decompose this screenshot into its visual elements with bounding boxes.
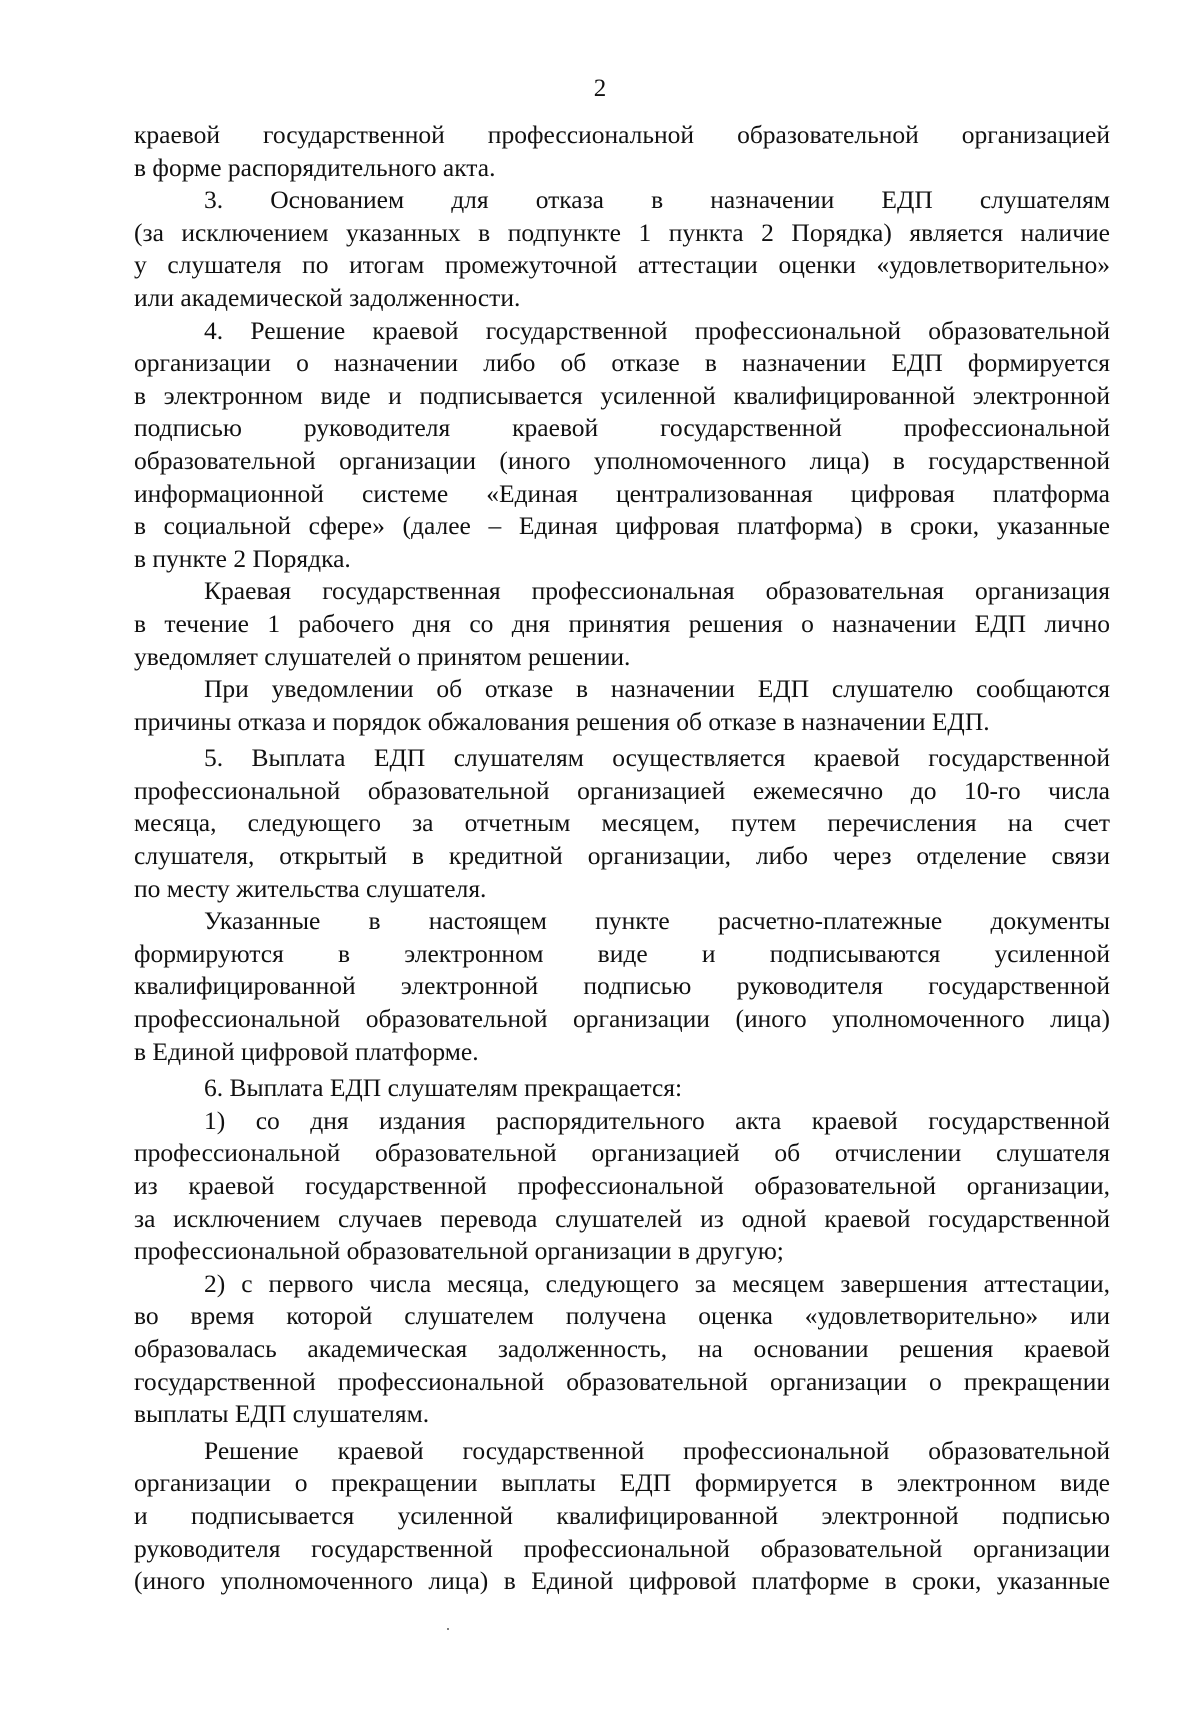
paragraph	[134, 1268, 1110, 1431]
text-line: квалифицированной электронной подписью руководителя государственной	[134, 971, 1110, 1001]
scan-speck	[447, 1628, 449, 1630]
paragraph	[134, 673, 1110, 738]
text-line: образовалась академическая задолженность, на основании решения краевой	[134, 1333, 1110, 1363]
text-line: или академической задолженности.	[134, 282, 521, 312]
paragraph	[134, 905, 1110, 1068]
text-line: уведомляет слушателей о принятом решении.	[134, 641, 631, 671]
text-line: во время которой слушателем получена оценка «удовлетворительно» или	[134, 1301, 1110, 1331]
text-line: образовательной организации (иного уполномоченного лица) в государственной	[134, 445, 1110, 475]
text-line: выплаты ЕДП слушателям.	[134, 1399, 430, 1429]
page-number: 2	[593, 75, 607, 102]
text-line: и подписывается усиленной квалифицированной электронной подписью	[134, 1500, 1110, 1530]
text-line: за исключением случаев перевода слушателей из одной краевой государственной	[134, 1203, 1110, 1233]
text-line: по месту жительства слушателя.	[134, 873, 487, 903]
paragraph	[134, 1072, 1110, 1105]
paragraph	[134, 742, 1110, 905]
text-line: (иного уполномоченного лица) в Единой цифровой платформе в сроки, указанные	[134, 1566, 1110, 1596]
text-line: формируются в электронном виде и подписываются усиленной	[134, 938, 1110, 968]
text-line: 2) с первого числа месяца, следующего за месяцем завершения аттестации,	[204, 1268, 1110, 1298]
text-line: Указанные в настоящем пункте расчетно-платежные документы	[204, 906, 1110, 936]
paragraph	[134, 315, 1110, 576]
text-line: в социальной сфере» (далее – Единая цифровая платформа) в сроки, указанные	[134, 511, 1110, 541]
text-line: профессиональной образовательной организации (иного уполномоченного лица)	[134, 1004, 1110, 1034]
text-line: в пункте 2 Порядка.	[134, 543, 351, 573]
text-line: причины отказа и порядок обжалования решения об отказе в назначении ЕДП.	[134, 706, 990, 736]
text-line: краевой государственной профессиональной образовательной организацией	[134, 120, 1110, 149]
paragraph	[134, 1105, 1110, 1268]
text-line: в форме распорядительного акта.	[134, 152, 496, 182]
document-body	[134, 119, 1110, 1598]
text-line: организации о прекращении выплаты ЕДП формируется в электронном виде	[134, 1468, 1110, 1498]
text-line: в Единой цифровой платформе.	[134, 1036, 479, 1066]
text-line: 4. Решение краевой государственной профессиональной образовательной	[204, 315, 1110, 345]
paragraph	[134, 119, 1110, 184]
paragraph	[134, 184, 1110, 314]
text-line: профессиональной образовательной организации в другую;	[134, 1236, 784, 1266]
text-line: информационной системе «Единая централизованная цифровая платформа	[134, 478, 1110, 508]
text-line: у слушателя по итогам промежуточной аттестации оценки «удовлетворительно»	[134, 250, 1110, 280]
text-line: 5. Выплата ЕДП слушателям осуществляется краевой государственной	[204, 743, 1110, 773]
text-line: из краевой государственной профессиональной образовательной организации,	[134, 1171, 1110, 1200]
paragraph	[134, 575, 1110, 673]
text-line: Решение краевой государственной профессиональной образовательной	[204, 1435, 1110, 1465]
text-line: профессиональной образовательной организацией об отчислении слушателя	[134, 1138, 1110, 1168]
text-line: 1) со дня издания распорядительного акта краевой государственной	[204, 1105, 1110, 1135]
text-line: слушателя, открытый в кредитной организации, либо через отделение связи	[134, 841, 1110, 871]
text-line: организации о назначении либо об отказе в назначении ЕДП формируется	[134, 348, 1110, 378]
text-line: (за исключением указанных в подпункте 1 пункта 2 Порядка) является наличие	[134, 217, 1110, 247]
text-line: 3. Основанием для отказа в назначении ЕДП слушателям	[204, 185, 1110, 215]
text-line: в течение 1 рабочего дня со дня принятия решения о назначении ЕДП лично	[134, 608, 1110, 638]
text-line: месяца, следующего за отчетным месяцем, путем перечисления на счет	[134, 808, 1110, 838]
text-line: государственной профессиональной образовательной организации о прекращении	[134, 1366, 1110, 1396]
text-line: в электронном виде и подписывается усиленной квалифицированной электронной	[134, 380, 1110, 410]
text-line: профессиональной образовательной организацией ежемесячно до 10-го числа	[134, 775, 1110, 805]
text-line: При уведомлении об отказе в назначении ЕДП слушателю сообщаются	[204, 674, 1110, 704]
text-line: руководителя государственной профессиональной образовательной организации	[134, 1533, 1110, 1563]
text-line: Краевая государственная профессиональная образовательная организация	[204, 576, 1110, 606]
text-line: 6. Выплата ЕДП слушателям прекращается:	[204, 1073, 683, 1103]
text-line: подписью руководителя краевой государственной профессиональной	[134, 413, 1110, 443]
paragraph	[134, 1435, 1110, 1598]
